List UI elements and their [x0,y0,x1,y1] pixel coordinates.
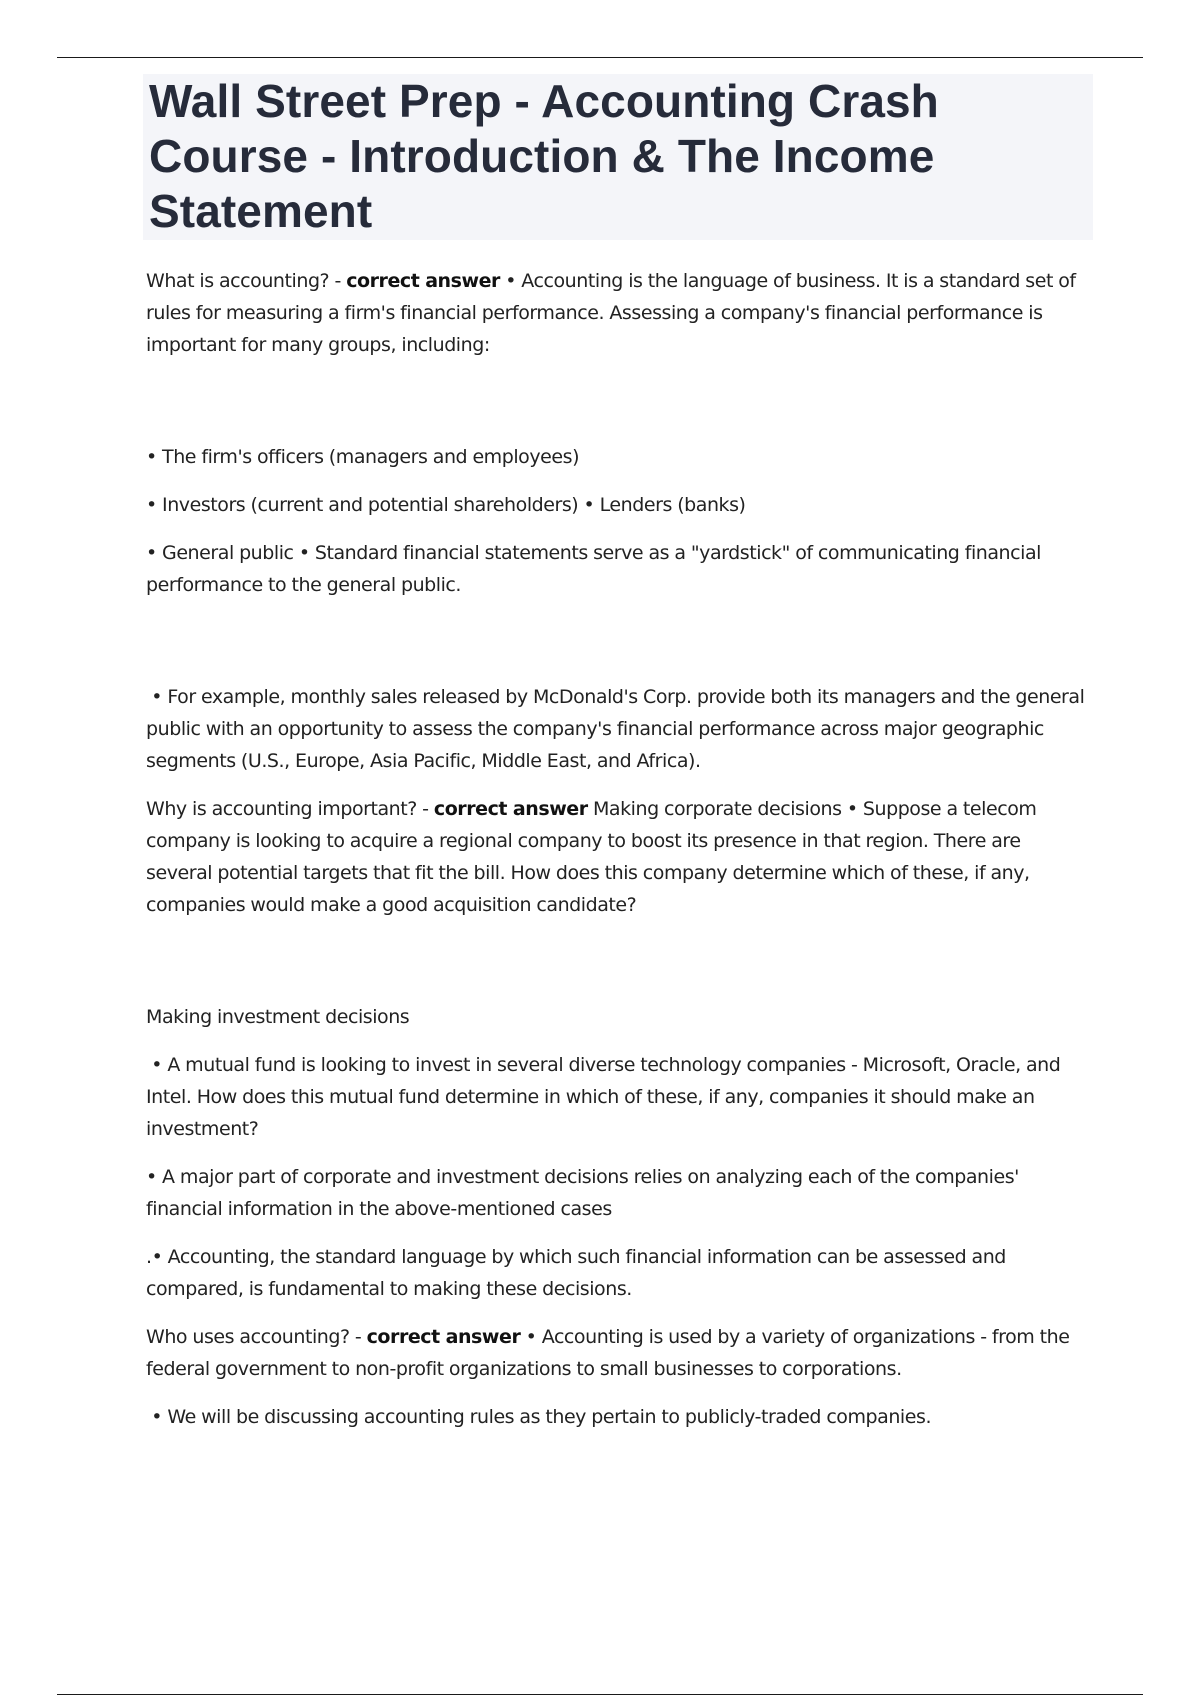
paragraph: • Investors (current and potential shareholders) • Lenders (banks) [146,494,746,516]
paragraph: .• Accounting, the standard language by which such financial information can be assessed and compared, is fundamental to making these decisions. [146,1246,1006,1300]
paragraph: • For example, monthly sales released by McDonald's Corp. provide both its managers and the general public with an opportunity to assess the company's financial performance across major geographic segments (U.S., Europe, Asia Pacific, Middle East, and Africa). [146,686,1090,772]
qa-who-uses-accounting [146,1321,1091,1385]
qa-what-is-accounting [146,265,1091,361]
paragraph: • General public • Standard financial statements serve as a "yardstick" of communicating financial performance to the general public. [146,542,1041,596]
answer-text: Making corporate decisions • Suppose a telecom company is looking to acquire a regional company to boost its presence in that region. There are several potential targets that fit the bill. How does this company determine which of these, if any, companies would make a good acquisition candidate? [146,798,1037,916]
answer-text: • Accounting is the language of business. It is a standard set of rules for measuring a firm's financial performance. Assessing a company's financial performance is important for many groups, including: [146,270,1076,356]
title-banner [143,74,1093,240]
paragraph: • We will be discussing accounting rules as they pertain to publicly-traded companies. [146,1406,932,1428]
top-divider [57,57,1143,58]
answer-label: correct answer [346,270,500,292]
qa-why-accounting-important [146,793,1091,921]
paragraph: • A major part of corporate and investment decisions relies on analyzing each of the companies' financial information in the above-mentioned cases [146,1166,1019,1220]
question-text: Why is accounting important? - [146,798,434,820]
question-text: What is accounting? - [146,270,347,292]
question-text: Who uses accounting? - [146,1326,367,1348]
document-title: Wall Street Prep - Accounting Crash Course - Introduction & The Income Statement [149,75,939,237]
paragraph: • A mutual fund is looking to invest in several diverse technology companies - Microsoft, Oracle, and Intel. How does this mutual fund determine in which of these, if any, companies it should make an investment? [146,1054,1066,1140]
answer-label: correct answer [366,1326,521,1348]
document-body [146,265,1091,1433]
bottom-divider [57,1694,1143,1695]
answer-label: correct answer [433,798,588,820]
answer-text: • Accounting is used by a variety of organizations - from the federal government to non-profit organizations to small businesses to corporations. [146,1326,1070,1380]
paragraph: Making investment decisions [146,1006,410,1028]
paragraph: • The firm's officers (managers and employees) [146,446,580,468]
